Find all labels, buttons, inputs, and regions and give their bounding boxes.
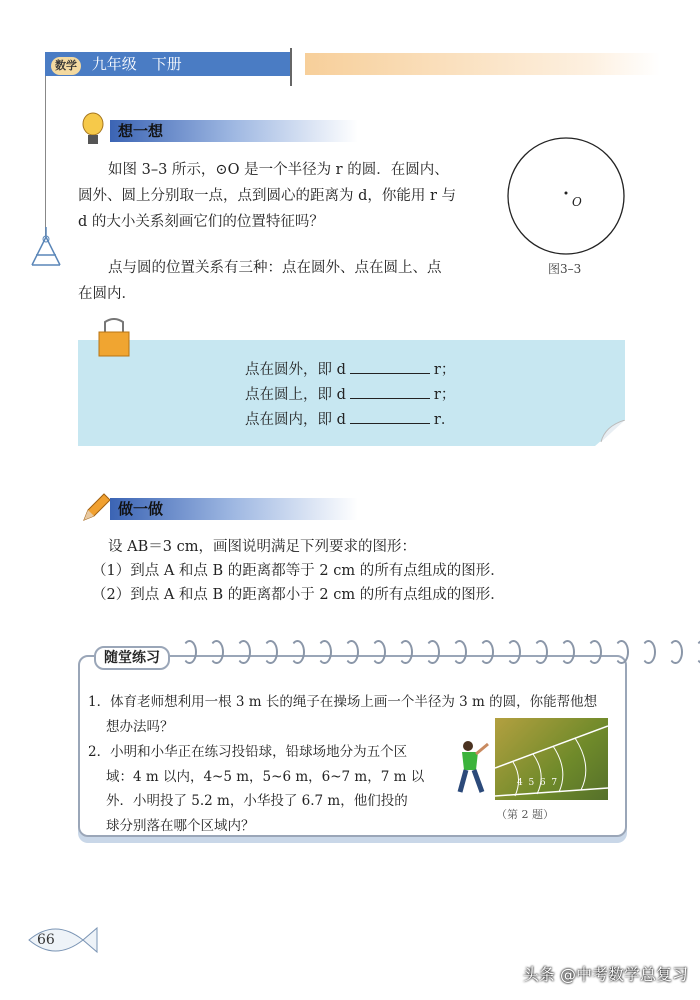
- summary-text: r．: [433, 412, 456, 428]
- circle-center-label: O: [572, 195, 582, 209]
- text-line: 如图 3–3 所示，⊙O 是一个半径为 r 的圆．在圆内、: [108, 162, 449, 178]
- text-line: （2）到点 A 和点 B 的距离都小于 2 cm 的所有点组成的图形．: [92, 587, 505, 603]
- summary-line-inside: [245, 408, 455, 433]
- header-bar: [45, 52, 290, 76]
- header-title: 九年级 下册: [91, 55, 182, 73]
- header-decoration: [305, 53, 660, 75]
- circle-figure: [505, 135, 630, 260]
- answer-blank[interactable]: [350, 409, 430, 424]
- text-line: 圆外、圆上分别取一点，点到圆心的距离为 d，你能用 r 与: [78, 188, 457, 204]
- do-content: [92, 535, 592, 607]
- think-paragraph-2: [78, 255, 518, 307]
- text-line: 1．体育老师想利用一根 3 m 长的绳子在操场上画一个半径为 3 m 的圆，你能帮他想: [88, 694, 598, 710]
- practice-title: 随堂练习: [94, 646, 170, 670]
- text-line: 想办法吗？: [106, 719, 174, 735]
- figure-caption: 图3–3: [548, 262, 582, 276]
- subject-badge: 数学: [51, 57, 81, 75]
- binder-clip-icon: [95, 318, 133, 360]
- text-line: 球分别落在哪个区域内？: [106, 817, 255, 834]
- summary-text: 点在圆内，即 d: [245, 412, 346, 428]
- text-line: 在圆内．: [78, 286, 136, 302]
- summary-line-outside: [245, 358, 455, 383]
- text-line: 点与圆的位置关系有三种：点在圆外、点在圆上、点: [108, 260, 442, 276]
- watermark: 头条 @中考数学总复习: [522, 965, 688, 984]
- shot-put-field-photo: [495, 718, 608, 800]
- summary-line-on: [245, 383, 455, 408]
- text-line: 外．小明投了 5.2 m，小华投了 6.7 m，他们投的: [106, 793, 408, 809]
- margin-line: [45, 76, 46, 236]
- lightbulb-icon: [80, 112, 106, 148]
- think-title: 想一想: [110, 120, 358, 142]
- compass-icon: [26, 225, 66, 270]
- pencil-icon: [80, 492, 112, 524]
- summary-text: r；: [433, 387, 456, 403]
- page-curl-icon: [595, 420, 625, 446]
- summary-text: 点在圆上，即 d: [245, 387, 346, 403]
- answer-blank[interactable]: [350, 359, 430, 374]
- summary-text: 点在圆外，即 d: [245, 362, 346, 378]
- think-paragraph-1: [78, 157, 518, 235]
- spiral-binding: [182, 640, 700, 668]
- page-number: 66: [37, 932, 55, 948]
- zone-markers: 4 5 6 7: [517, 778, 558, 788]
- shot-putter-figure: [452, 738, 492, 796]
- header-divider: [290, 48, 292, 86]
- text-line: （1）到点 A 和点 B 的距离都等于 2 cm 的所有点组成的图形．: [92, 563, 505, 579]
- text-line: 2．小明和小华正在练习投铅球，铅球场地分为五个区: [88, 744, 408, 760]
- do-title: 做一做: [110, 498, 358, 520]
- text-line: 域：4 m 以内，4~5 m，5~6 m，6~7 m，7 m 以: [106, 768, 425, 785]
- photo-caption: （第 2 题）: [496, 808, 554, 821]
- text-line: d 的大小关系刻画它们的位置特征吗？: [78, 214, 324, 230]
- summary-text: r；: [433, 362, 456, 378]
- practice-question-2: [88, 740, 448, 838]
- text-line: 设 AB＝3 cm，画图说明满足下列要求的图形：: [108, 539, 416, 555]
- answer-blank[interactable]: [350, 384, 430, 399]
